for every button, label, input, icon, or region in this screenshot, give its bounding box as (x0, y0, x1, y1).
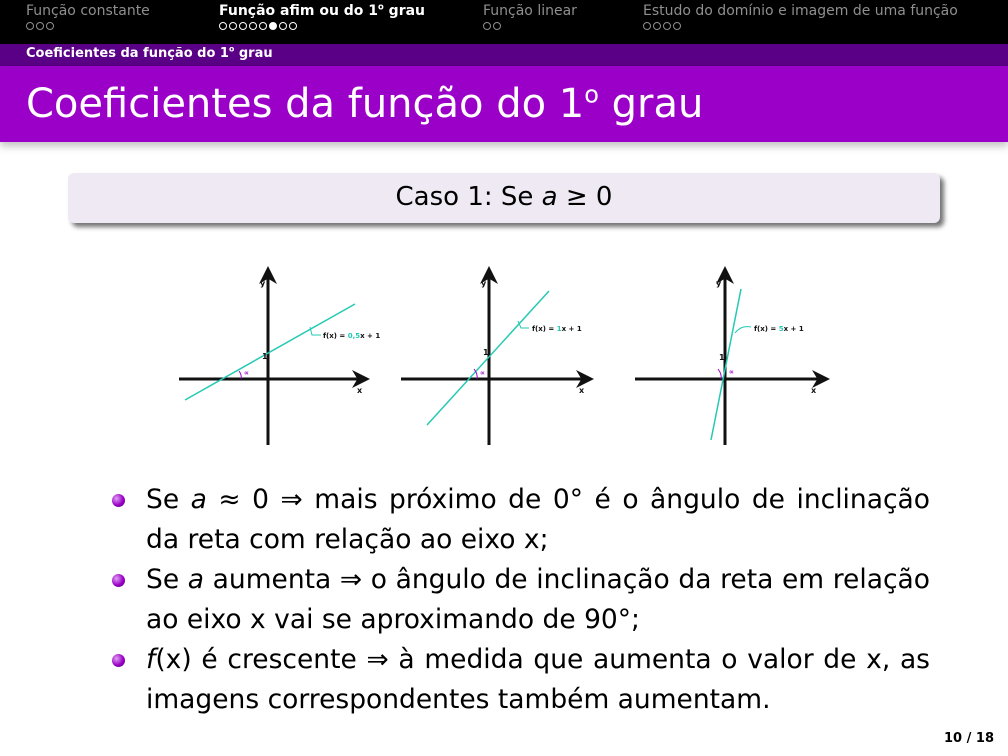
bullet-marker-icon (112, 494, 125, 507)
graph-slope-0-5 (179, 275, 380, 445)
callout-arrow-icon (518, 321, 529, 328)
nav-dot[interactable] (219, 22, 227, 30)
linear-function-graphs-figure (165, 247, 840, 460)
y-axis-label: y (481, 279, 487, 288)
angle-label: ∝ (480, 369, 485, 377)
graph-slope-1 (401, 275, 585, 445)
nav-section-title: Função afim ou do 1$^o$ grau (219, 1, 426, 19)
x-axis-label: x (579, 386, 585, 395)
nav-dot[interactable] (249, 22, 257, 30)
nav-dot[interactable] (653, 22, 661, 30)
bullet-item: Se a aumenta ⇒ o ângulo de inclinação da reta em relação ao eixo x vai se aproximando de 90°; (100, 560, 930, 640)
nav-dot[interactable] (493, 22, 501, 30)
angle-label: ∝ (244, 369, 249, 377)
nav-dot[interactable] (36, 22, 44, 30)
nav-dot[interactable] (289, 22, 297, 30)
x-axis-label: x (811, 386, 817, 395)
nav-dot[interactable] (239, 22, 247, 30)
case-box-text: Caso 1: Se a ≥ 0 (395, 182, 613, 212)
intercept-label: 1 (483, 348, 489, 357)
y-axis-label: y (260, 279, 266, 288)
nav-section-funcao-constante[interactable] (26, 3, 150, 30)
x-axis-label: x (357, 386, 363, 395)
function-label: f(x) = 5x + 1 (754, 325, 804, 333)
nav-dot[interactable] (663, 22, 671, 30)
nav-dot[interactable] (643, 22, 651, 30)
nav-section-title: Função linear (483, 3, 577, 19)
callout-arrow-icon (735, 327, 751, 333)
y-axis-label: y (716, 279, 722, 288)
bullet-marker-icon (112, 574, 125, 587)
intercept-label: 1 (262, 352, 268, 361)
nav-dot[interactable] (673, 22, 681, 30)
nav-section-dots (483, 22, 577, 30)
function-line (185, 304, 355, 400)
nav-dot[interactable] (229, 22, 237, 30)
nav-dot[interactable] (259, 22, 267, 30)
nav-section-dots (26, 22, 150, 30)
function-label: f(x) = 0,5x + 1 (323, 332, 381, 340)
nav-dot[interactable] (483, 22, 491, 30)
case-box (68, 173, 940, 223)
nav-section-title: Estudo do domínio e imagem de uma função (643, 3, 958, 19)
nav-dot[interactable] (46, 22, 54, 30)
nav-dot[interactable] (26, 22, 34, 30)
function-label: f(x) = 1x + 1 (532, 325, 582, 333)
nav-section-dots (643, 22, 958, 30)
graph-slope-5 (635, 275, 821, 445)
nav-section-dots (219, 22, 425, 30)
nav-dot-current[interactable] (269, 22, 277, 30)
nav-section-title: Função constante (26, 3, 150, 19)
intercept-label: 1 (719, 353, 725, 362)
bullet-item: f(x) é crescente ⇒ à medida que aumenta o valor de x, as imagens correspondentes também aumentam. (100, 640, 930, 720)
bullet-list (100, 480, 930, 720)
nav-section-estudo-dominio[interactable] (643, 3, 958, 30)
nav-section-funcao-afim[interactable] (219, 3, 425, 30)
subsection-bar (0, 44, 1008, 66)
frame-title-bar (0, 66, 1008, 142)
nav-dot[interactable] (279, 22, 287, 30)
angle-label: ∝ (729, 368, 734, 376)
nav-section-funcao-linear[interactable] (483, 3, 577, 30)
subsection-title[interactable]: Coeficientes da função do 1$^o$ grau (26, 44, 273, 61)
bullet-item: Se a ≈ 0 ⇒ mais próximo de 0° é o ângulo de inclinação da reta com relação ao eixo x; (100, 480, 930, 560)
navigation-bar (0, 0, 1008, 44)
page-number: 10 / 18 (944, 731, 994, 746)
bullet-marker-icon (112, 654, 125, 667)
frame-title: Coeficientes da função do 1$^o$ grau (26, 80, 704, 127)
